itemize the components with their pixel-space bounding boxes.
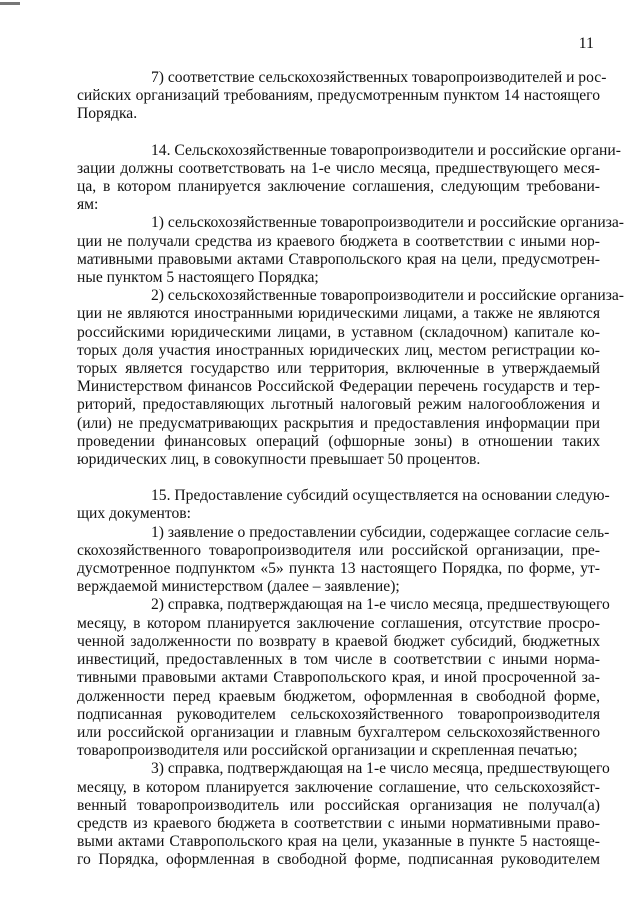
- paragraph-7: [77, 69, 607, 124]
- paragraph-15-1: [77, 523, 610, 597]
- page-number: 11: [578, 35, 594, 52]
- text-line: торых доля участия иностранных юридических лиц, местом регистрации ко-: [77, 341, 600, 359]
- text-line: долженности перед краевым бюджетом, оформленная в свободной форме,: [77, 687, 600, 705]
- text-line: торых является государство или территория, включенные в утверждаемый: [77, 360, 600, 378]
- paragraph-gap: [114, 469, 600, 487]
- text-line: го Порядка, оформленная в свободной форме, подписанная руководителем: [77, 851, 600, 869]
- paragraph-gap: [114, 124, 600, 142]
- text-line: подписанная руководителем сельскохозяйственного товаропроизводителя: [77, 705, 600, 723]
- text-line: зации должны соответствовать на 1-е число месяца, предшествующего меся-: [77, 159, 600, 177]
- paragraph-15-2: [77, 596, 610, 760]
- text-line: ции не получали средства из краевого бюджета в соответствии с иными нор-: [77, 232, 600, 250]
- paragraph-14-2: [77, 287, 624, 469]
- text-line: 14. Сельскохозяйственные товаропроизводители и российские органи-: [151, 141, 621, 159]
- text-line: ции не являются иностранными юридическими лицами, а также не являются: [77, 305, 600, 323]
- text-line: верждаемой министерством (далее – заявление);: [77, 578, 400, 596]
- text-line: российскими юридическими лицами, в уставном (складочном) капитале ко-: [77, 323, 600, 341]
- text-line: юридических лиц, в совокупности превышает 50 процентов.: [77, 451, 481, 469]
- text-line: дусмотренное подпунктом «5» пункта 13 настоящего Порядка, по форме, ут-: [77, 560, 600, 578]
- text-line: 2) справка, подтверждающая на 1-е число месяца, предшествующего: [151, 596, 610, 614]
- text-line: ям:: [77, 196, 99, 214]
- text-line: Порядка.: [77, 105, 138, 123]
- text-line: средств из краевого бюджета в соответствии с иными нормативными право-: [77, 814, 600, 832]
- paragraph-15: [77, 487, 610, 523]
- text-line: ченной задолженности по возврату в краевой бюджет субсидий, бюджетных: [77, 632, 600, 650]
- text-line: Министерством финансов Российской Федерации перечень государств и тер-: [77, 378, 600, 396]
- text-line: инвестиций, предоставленных в том числе в соответствии с иными норма-: [77, 651, 600, 669]
- text-line: 1) заявление о предоставлении субсидии, содержащее согласие сель-: [151, 523, 610, 541]
- text-line: (или) не предусматривающих раскрытия и предоставления информации при: [77, 414, 600, 432]
- text-line: товаропроизводителя или российской организации и скрепленная печатью;: [77, 742, 578, 760]
- text-line: сийских организаций требованиям, предусмотренным пунктом 14 настоящего: [77, 87, 600, 105]
- text-line: 2) сельскохозяйственные товаропроизводители и российские организа-: [151, 287, 624, 305]
- paragraph-14: [77, 141, 621, 215]
- text-line: проведении финансовых операций (офшорные зоны) в отношении таких: [77, 432, 600, 450]
- paragraph-14-1: [77, 214, 624, 287]
- text-line: 15. Предоставление субсидий осуществляется на основании следую-: [151, 487, 610, 505]
- text-line: риторий, предоставляющих льготный налоговый режим налогообложения и: [77, 396, 600, 414]
- text-line: или российской организации и главным бухгалтером сельскохозяйственного: [77, 723, 600, 741]
- text-line: скохозяйственного товаропроизводителя или российской организации, пре-: [77, 541, 600, 559]
- document-body: [77, 69, 624, 870]
- text-line: тивными правовыми актами Ставропольского края, и иной просроченной за-: [77, 669, 600, 687]
- text-line: венный товаропроизводитель или российская организация не получал(а): [77, 796, 600, 814]
- text-line: выми актами Ставропольского края на цели, указанные в пункте 5 настояще-: [77, 833, 600, 851]
- text-line: месяцу, в котором планируется заключение соглашения, отсутствие просро-: [77, 614, 600, 632]
- text-line: ца, в котором планируется заключение соглашения, следующим требовани-: [77, 178, 600, 196]
- text-line: щих документов:: [77, 505, 191, 523]
- text-line: ные пунктом 5 настоящего Порядка;: [77, 269, 319, 287]
- text-line: месяцу, в котором планируется заключение соглашение, что сельскохозяйст-: [77, 778, 600, 796]
- text-line: 3) справка, подтверждающая на 1-е число месяца, предшествующего: [151, 760, 610, 778]
- paragraph-15-3: [77, 760, 610, 869]
- text-line: 7) соответствие сельскохозяйственных товаропроизводителей и рос-: [151, 69, 607, 86]
- text-line: 1) сельскохозяйственные товаропроизводители и российские организа-: [151, 214, 624, 232]
- text-line: мативными правовыми актами Ставропольского края на цели, предусмотрен-: [77, 250, 600, 268]
- scan-edge-mark: [0, 2, 20, 5]
